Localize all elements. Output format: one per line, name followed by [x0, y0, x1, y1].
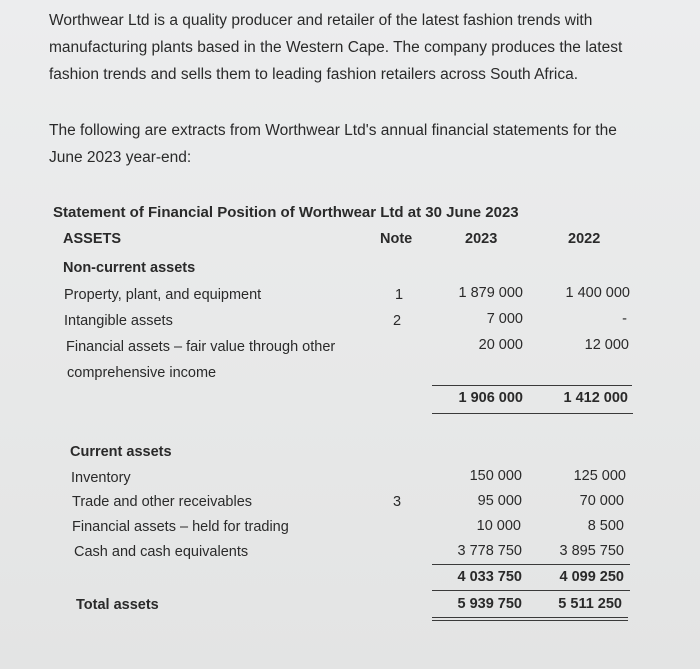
assets-header: ASSETS	[63, 231, 122, 247]
row-label: Intangible assets	[64, 313, 173, 329]
row-value-2022: 125 000	[573, 468, 626, 484]
row-value-2023: 3 778 750	[457, 543, 522, 559]
non-current-total-2023: 1 906 000	[458, 390, 523, 406]
total-assets-2022: 5 511 250	[558, 596, 622, 612]
non-current-heading: Non-current assets	[63, 260, 196, 276]
intro-paragraph-1: Worthwear Ltd is a quality producer and retailer of the latest fashion trends with manufacturing plants based in the Western Cape. The company produces the latest fashion trends and sells them to leading fashion retailers across South Africa.	[49, 12, 623, 83]
row-label: Inventory	[71, 470, 131, 486]
row-value-2022: 1 400 000	[565, 285, 630, 301]
row-value-2023: 20 000	[478, 337, 523, 353]
row-note: 3	[393, 494, 402, 510]
row-label: Property, plant, and equipment	[64, 287, 262, 303]
year-2023-header: 2023	[465, 231, 498, 247]
row-label: Trade and other receivables	[72, 494, 253, 510]
row-note: 2	[393, 313, 402, 329]
statement-title: Statement of Financial Position of Worthwear Ltd at 30 June 2023	[53, 204, 519, 221]
note-header: Note	[380, 231, 413, 247]
row-label: Cash and cash equivalents	[74, 544, 249, 560]
row-value-2022: 3 895 750	[559, 543, 624, 559]
row-value-2022: 70 000	[579, 493, 624, 509]
total-rule-1	[432, 617, 628, 618]
row-label: Financial assets – held for trading	[72, 519, 289, 535]
total-rule-2	[432, 620, 628, 621]
row-label: Financial assets – fair value through other	[66, 339, 336, 355]
subtotal-rule-top	[432, 385, 632, 386]
row-label-continued: comprehensive income	[67, 365, 217, 381]
current-rule-bottom	[432, 590, 630, 591]
current-total-2022: 4 099 250	[559, 569, 624, 585]
row-value-2023: 150 000	[469, 468, 522, 484]
current-heading: Current assets	[70, 444, 172, 460]
subtotal-rule-bottom	[432, 413, 633, 414]
current-rule-top	[432, 564, 630, 565]
total-assets-2023: 5 939 750	[457, 596, 522, 612]
row-value-2022: 12 000	[584, 337, 629, 353]
year-2022-header: 2022	[568, 231, 601, 247]
row-value-2023: 10 000	[476, 518, 521, 534]
row-value-2023: 1 879 000	[458, 285, 523, 301]
row-value-2023: 7 000	[486, 311, 523, 327]
intro-paragraph-2: The following are extracts from Worthwear Ltd's annual financial statements for the June 2023 year-end:	[49, 122, 617, 166]
total-assets-label: Total assets	[76, 597, 159, 613]
current-total-2023: 4 033 750	[457, 569, 522, 585]
row-value-2022: -	[622, 311, 627, 327]
non-current-total-2022: 1 412 000	[563, 390, 628, 406]
row-value-2023: 95 000	[477, 493, 522, 509]
row-value-2022: 8 500	[587, 518, 624, 534]
row-note: 1	[395, 287, 404, 303]
